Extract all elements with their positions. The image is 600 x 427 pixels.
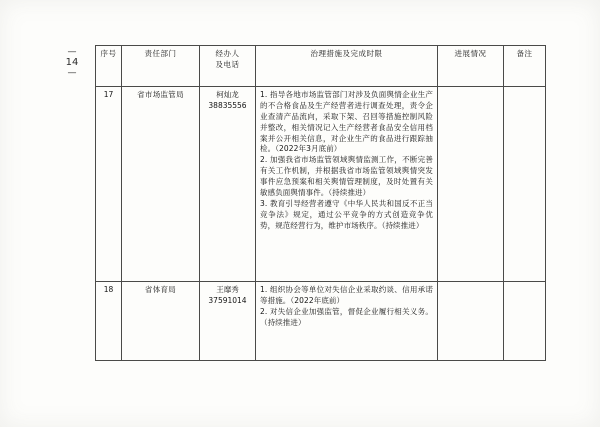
row-measure-item: 3. 教育引导经营者遵守《中华人民共和国反不正当竞争法》规定，通过公平竞争的方式创造竞争优势，规范经营行为，维护市场秩序。（持续推进） [260, 198, 433, 230]
row-measures [256, 87, 438, 282]
column-header-measures: 治理措施及完成时限 [256, 46, 438, 87]
governance-measures-table [95, 45, 546, 361]
row-contact-phone: 37591014 [208, 295, 247, 305]
row-sequence: 17 [96, 87, 122, 282]
row-measure-item: 2. 加强我省市场监管领域舆情监测工作，不断完善有关工作机制，并根据我省市场监管领域舆情突发事件应急预案和相关舆情管理制度，及时处置有关敏感负面舆情事件。（持续推进） [260, 155, 433, 197]
row-progress [438, 87, 504, 282]
table-row [96, 87, 546, 282]
row-remark [504, 87, 546, 282]
row-contact [200, 87, 256, 282]
row-contact [200, 282, 256, 361]
column-header-remark: 备注 [504, 46, 546, 87]
row-contact-name: 柯灿龙 [216, 90, 239, 99]
row-sequence: 18 [96, 282, 122, 361]
page-number-dash-top: — [67, 47, 77, 57]
page-number-value: 14 [65, 57, 79, 68]
column-header-contact-line1: 经办人 [215, 49, 240, 58]
row-contact-name: 王靡秀 [216, 285, 239, 294]
table-header-row [96, 46, 546, 87]
page-number [62, 48, 82, 77]
column-header-contact [200, 46, 256, 87]
page-number-dash-bottom: — [67, 68, 77, 78]
column-header-progress: 进展情况 [438, 46, 504, 87]
row-progress [438, 282, 504, 361]
column-header-seq: 序号 [96, 46, 122, 87]
row-remark [504, 282, 546, 361]
column-header-department: 责任部门 [122, 46, 200, 87]
row-department: 省体育局 [122, 282, 200, 361]
row-measures [256, 282, 438, 361]
row-measure-item: 1. 指导各地市场监管部门对涉及负面舆情企业生产的不合格食品及生产经营者进行调查处理，责令企业查清产品流向，采取下架、召回等措施控制风险并整改，相关情况记入生产经营者食品安全信用档案并公开相关信息，对企业生产的食品进行跟踪抽检。（2022年3月底前） [260, 90, 433, 154]
row-department: 省市场监管局 [122, 87, 200, 282]
row-measure-item: 1. 组织协会等单位对失信企业采取约谈、信用承诺等措施。（2022年底前） [260, 285, 433, 305]
table-row [96, 282, 546, 361]
column-header-contact-line2: 及电话 [215, 59, 240, 69]
row-contact-phone: 38835556 [208, 100, 247, 110]
row-measure-item: 2. 对失信企业加强监管，督促企业履行相关义务。（持续推进） [260, 306, 433, 327]
